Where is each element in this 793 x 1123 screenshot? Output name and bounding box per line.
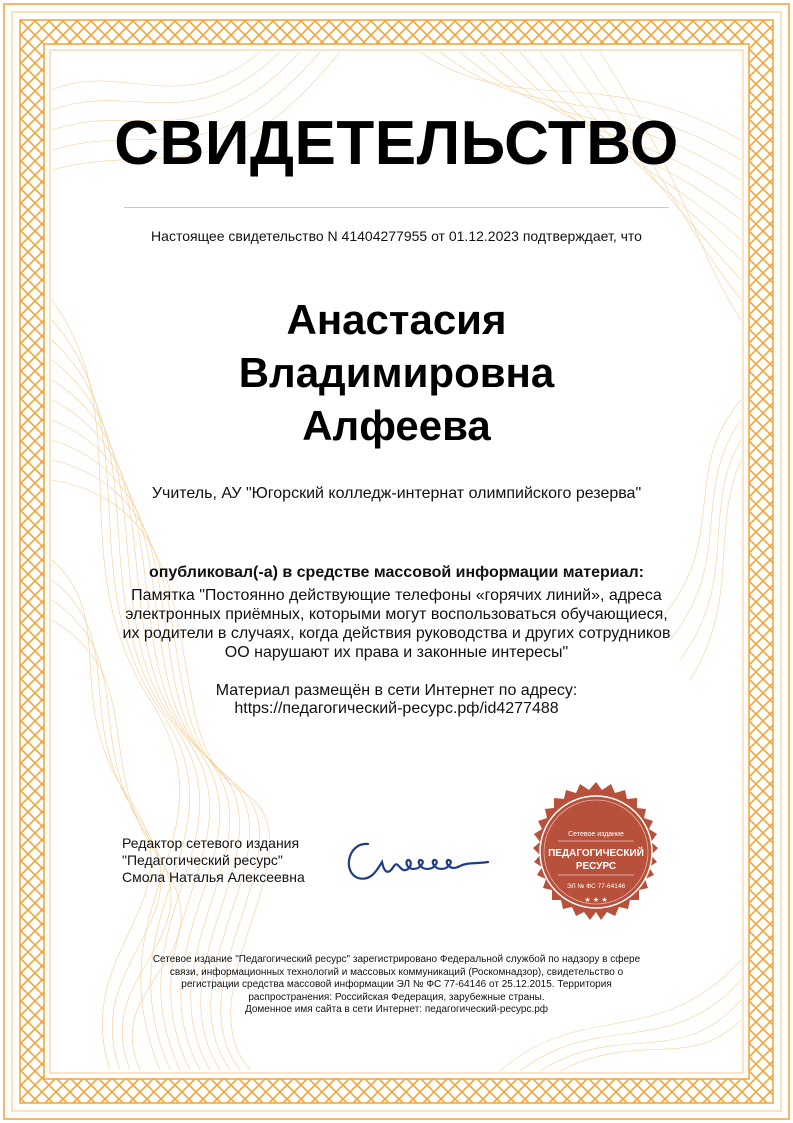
editor-name: Смола Наталья Алексеевна <box>122 869 305 885</box>
seal-main-line1: ПЕДАГОГИЧЕСКИЙ <box>548 848 644 859</box>
certificate-title: СВИДЕТЕЛЬСТВО <box>114 109 679 178</box>
confirmation-text: Настоящее свидетельство N 41404277955 от 01.12.2023 подтверждает, что <box>151 228 642 244</box>
editor-block <box>122 835 305 886</box>
footer-line: Сетевое издание "Педагогический ресурс" зарегистрировано Федеральной службой по надзору в сфере <box>152 954 641 965</box>
recipient-last-name: Алфеева <box>302 402 491 449</box>
editor-title: Редактор сетевого издания <box>122 835 300 851</box>
footer-line: связи, информационных технологий и массовых коммуникаций (Роскомнадзор), свидетельство о <box>169 966 624 978</box>
footer-line: регистрации средства массовой информации ЭЛ № ФС 77-64146 от 25.12.2015. Территория <box>181 979 612 990</box>
material-url: https://педагогический-ресурс.рф/id4277488 <box>234 700 559 717</box>
seal-license: ЭЛ № ФС 77-64146 <box>566 883 626 890</box>
material-title: Памятка "Постоянно действующие телефоны «горячих линий», адреса электронных приёмных, которыми могут воспользоваться обучающиеся, их родители в случаях, когда действия руководства и других сотрудников ОО нарушают их права и законные интересы" <box>122 587 671 661</box>
published-heading: опубликовал(-а) в средстве массовой информации материал: <box>148 564 645 581</box>
editor-signature <box>338 832 498 892</box>
registration-footer <box>110 954 683 1017</box>
publication-seal <box>518 780 674 936</box>
recipient-middle-name: Владимировна <box>238 349 555 396</box>
url-label: Материал размещён в сети Интернет по адресу: <box>215 682 578 699</box>
recipient-name <box>0 293 793 452</box>
seal-stars: ★ ★ ★ <box>584 896 608 904</box>
editor-publication: "Педагогический ресурс" <box>122 852 283 868</box>
seal-top-text: Сетевое издание <box>568 831 624 838</box>
footer-line: Доменное имя сайта в сети Интернет: педагогический-ресурс.рф <box>244 1004 549 1015</box>
title-divider <box>124 207 669 208</box>
seal-main-line2: РЕСУРС <box>575 861 617 872</box>
recipient-first-name: Анастасия <box>286 296 507 343</box>
recipient-position: Учитель, АУ "Югорский колледж-интернат олимпийского резерва" <box>151 485 642 502</box>
footer-line: распространения: Российская Федерация, зарубежные страны. <box>248 991 545 1003</box>
